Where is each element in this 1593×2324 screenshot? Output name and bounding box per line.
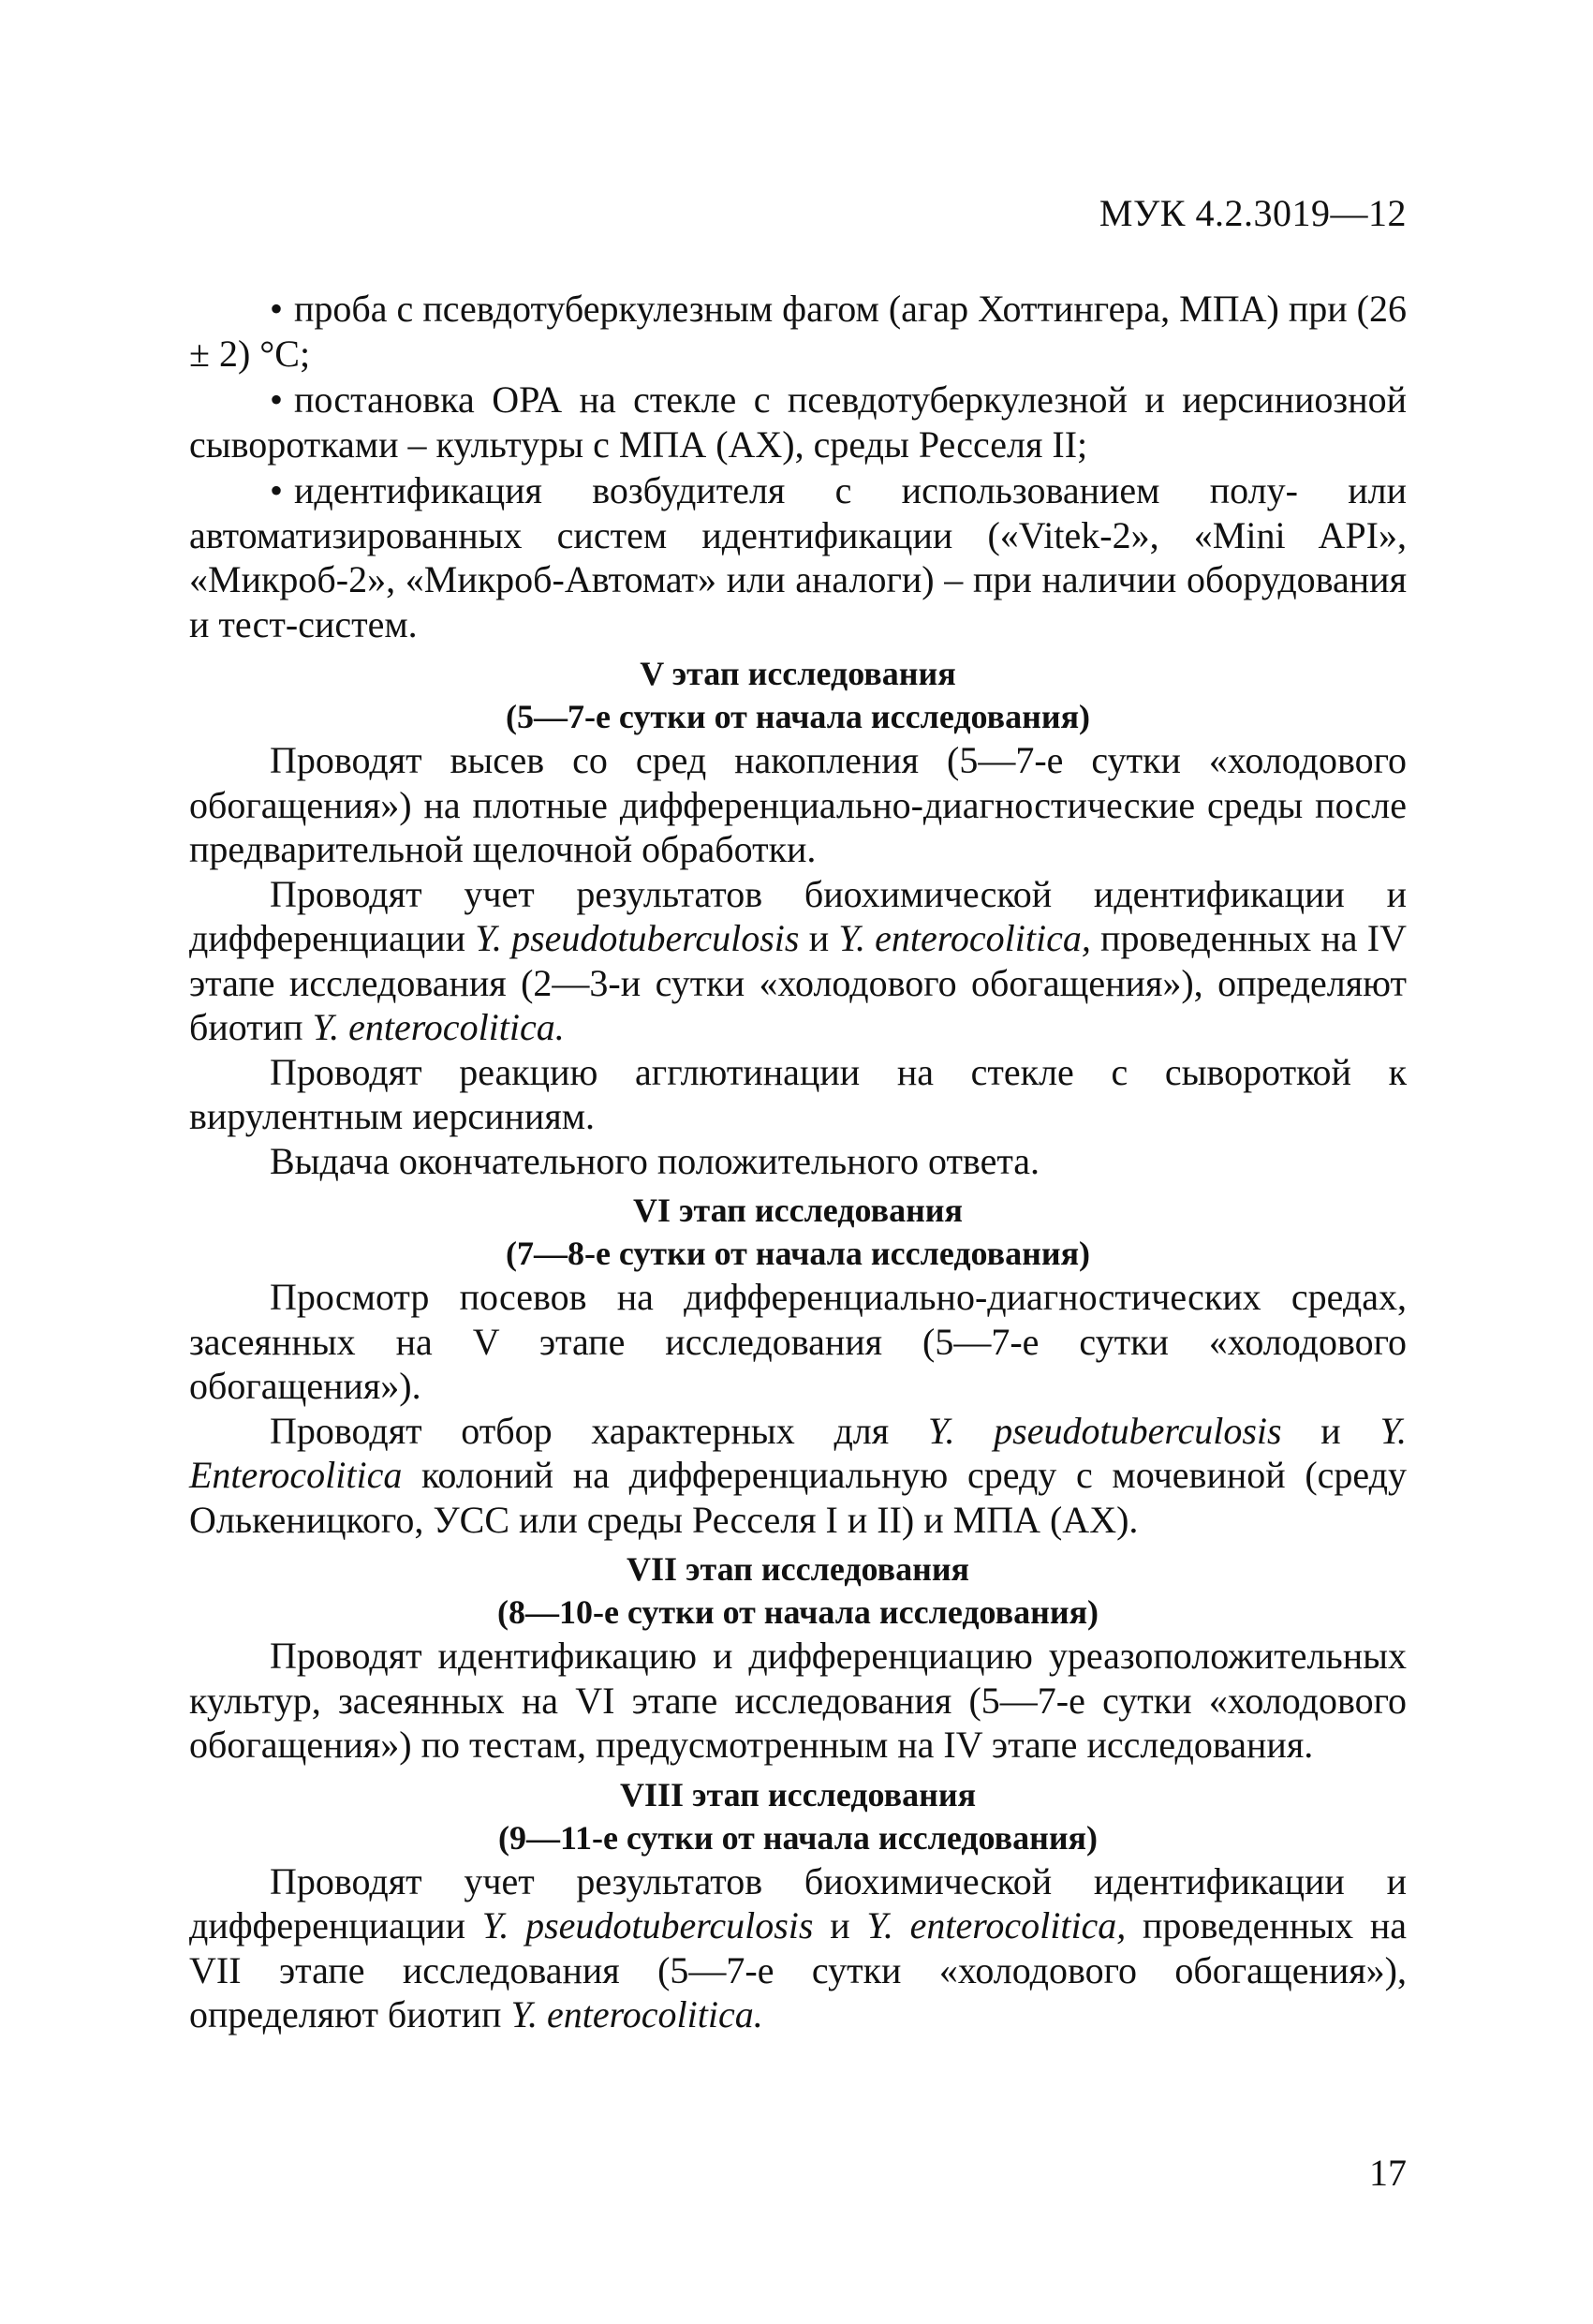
bullet-text: проба с псевдотуберкулезным фагом (агар Хоттингера, МПА) при (26 ± 2) °С; <box>189 288 1407 375</box>
text-run: Проводят отбор характерных для <box>270 1409 928 1452</box>
stage-5-paragraph <box>189 872 1407 1050</box>
page-number: 17 <box>1369 2152 1407 2194</box>
species-name: Y. pseudotuberculosis <box>927 1409 1282 1452</box>
species-name: Y. enterocolitica. <box>510 1993 763 2035</box>
document-code: МУК 4.2.3019—12 <box>1099 192 1407 234</box>
text-run: и <box>1281 1409 1380 1452</box>
species-name: Y. enterocolitica, <box>838 917 1091 959</box>
stage-7-title: VII этап исследования <box>626 1550 970 1588</box>
text-run: Проводят учет результатов биохимической идентификации и дифференциации <box>189 1859 1407 1947</box>
stage-7-paragraph: Проводят идентификацию и дифференциацию уреазоположительных культур, засеянных на VI этапе исследования (5—7-е сутки «холодового обогащения») по тестам, предусмотренным на IV этапе исследования. <box>189 1635 1407 1766</box>
species-name: Y. pseudotuberculosis <box>475 917 800 959</box>
species-name: Y. Enterocolitica <box>189 1409 1408 1496</box>
stage-6-title: VI этап исследования <box>632 1192 964 1229</box>
bullet-text: идентификация возбудителя с использованием полу- или автоматизированных систем идентификации («Vitek-2», «Mini API», «Микроб-2», «Микроб-Автомат» или аналоги) – при наличии оборудования и тест-систем. <box>189 469 1407 645</box>
bullet-icon: • <box>270 469 284 511</box>
document-body <box>189 287 1407 2037</box>
stage-7-subtitle: (8—10-е сутки от начала исследования) <box>496 1593 1099 1631</box>
stage-6-paragraph <box>189 1409 1407 1543</box>
bullet-item <box>189 468 1407 646</box>
bullet-item <box>189 377 1407 466</box>
bullet-icon: • <box>270 378 284 421</box>
stage-5-subtitle: (5—7-е сутки от начала исследования) <box>505 698 1091 735</box>
text-run: проведенных на IV этапе исследования (2—3-и сутки «холодового обогащения»), определяют биотип <box>189 917 1408 1048</box>
bullet-item <box>189 287 1407 376</box>
stage-5-paragraph: Проводят высев со сред накопления (5—7-е сутки «холодового обогащения») на плотные дифференциально-диагностические среды после предварительной щелочной обработки. <box>189 739 1407 870</box>
text-run: и <box>813 1904 867 1947</box>
species-name: Y. enterocolitica. <box>312 1006 565 1048</box>
text-run: колоний на дифференциальную среду с мочевиной (среду Олькеницкого, УСС или среды Ресселя I и II) и МПА (АХ). <box>189 1454 1407 1541</box>
text-run: проведенных на VII этапе исследования (5—7-е сутки «холодового обогащения»), определяют биотип <box>189 1904 1407 2035</box>
stage-8-subtitle: (9—11-е сутки от начала исследования) <box>497 1818 1099 1857</box>
stage-8-title: VIII этап исследования <box>619 1775 977 1813</box>
stage-6-paragraph: Просмотр посевов на дифференциально-диагностических средах, засеянных на V этапе исследования (5—7-е сутки «холодового обогащения»). <box>189 1276 1407 1407</box>
bullet-icon: • <box>270 288 284 330</box>
stage-5-paragraph: Проводят реакцию агглютинации на стекле с сывороткой к вирулентным иерсиниям. <box>189 1050 1407 1137</box>
stage-8-paragraph <box>189 1859 1407 2037</box>
text-run: и <box>799 917 839 959</box>
stage-5-paragraph: Выдача окончательного положительного ответа. <box>270 1139 1040 1182</box>
stage-6-subtitle: (7—8-е сутки от начала исследования) <box>505 1235 1091 1272</box>
species-name: Y. enterocolitica, <box>866 1904 1127 1947</box>
species-name: Y. pseudotuberculosis <box>481 1904 814 1947</box>
text-run: Проводят учет результатов биохимической идентификации и дифференциации <box>189 872 1407 959</box>
stage-5-title: V этап исследования <box>640 655 956 692</box>
document-page <box>189 0 1407 2324</box>
bullet-text: постановка ОРА на стекле с псевдотуберкулезной и иерсиниозной сыворотками – культуры с МПА (АХ), среды Ресселя II; <box>189 378 1407 466</box>
